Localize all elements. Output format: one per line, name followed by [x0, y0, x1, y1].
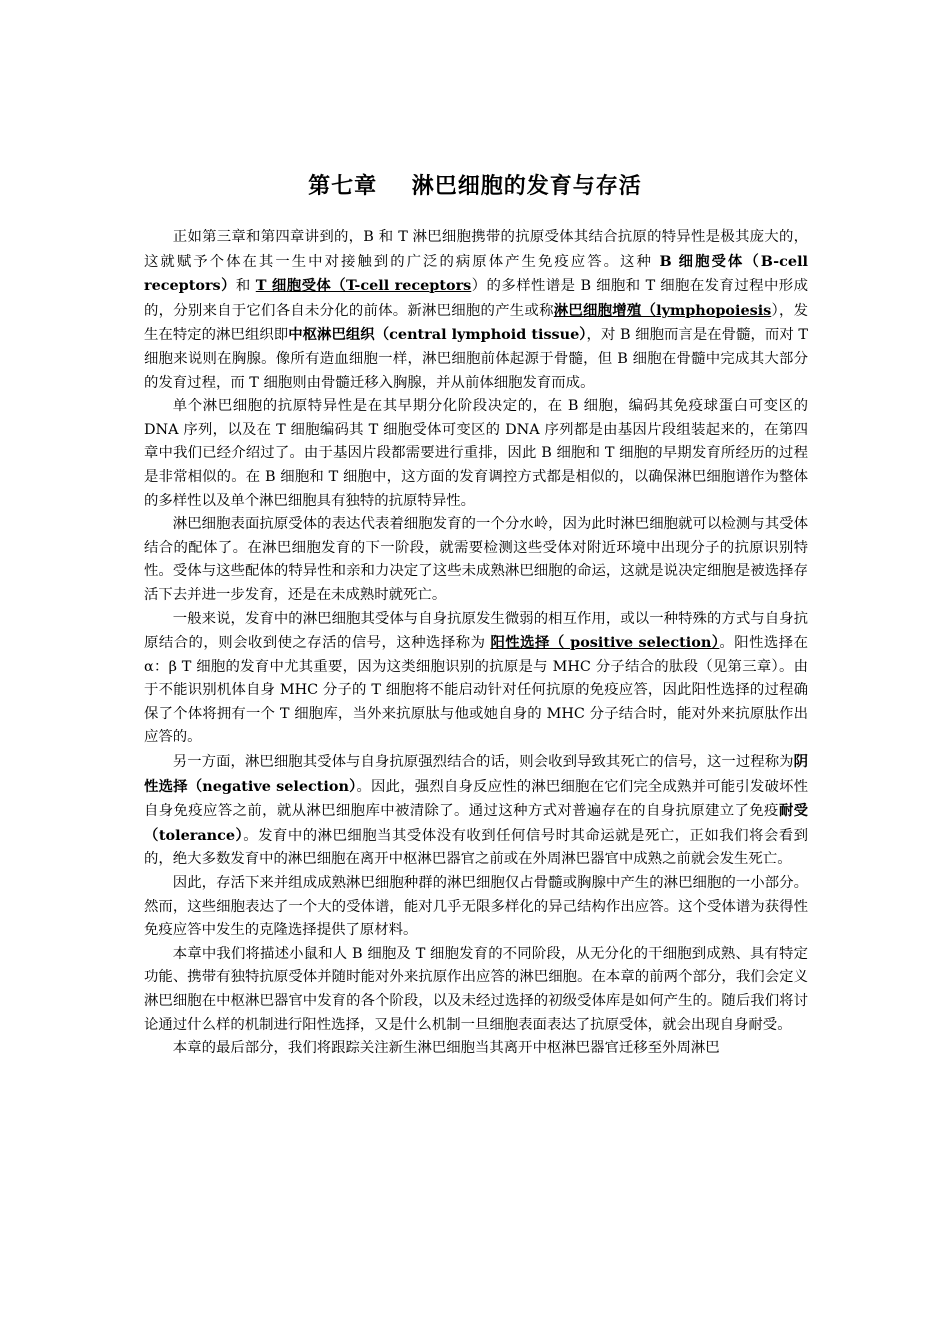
body-paragraph	[144, 872, 808, 943]
paragraph-text: 本章的最后部分，我们将跟踪关注新生淋巴细胞当其离开中枢淋巴器官迁移至外周淋巴	[172, 1040, 720, 1057]
term-highlight: 阴性选择（negative selection）	[144, 753, 808, 795]
term-highlight: T 细胞受体（T-cell receptors	[255, 277, 472, 295]
paragraph-text: 淋巴细胞表面抗原受体的表达代表着细胞发育的一个分水岭，因为此时淋巴细胞就可以检测与其受体结合的配体了。在淋巴细胞发育的下一阶段，就需要检测这些受体对附近环境中出现分子的抗原识别特性。受体与这些配体的特异性和亲和力决定了这些未成熟淋巴细胞的命运，这就是说决定细胞是被选择存活下去并进一步发育，还是在未成熟时就死亡。	[144, 516, 808, 603]
term-highlight: 中枢淋巴组织（central lymphoid tissue）	[288, 326, 587, 344]
chapter-title: 第七章 淋巴细胞的发育与存活	[308, 173, 642, 199]
term-highlight: B 细胞受体（B-cell receptors）	[144, 252, 808, 295]
paragraph-text: 另一方面，淋巴细胞其受体与自身抗原强烈结合的话，则会收到导致其死亡的信号，这一过程称为	[172, 754, 794, 771]
document-body	[144, 226, 808, 1061]
term-highlight: 淋巴细胞增殖（lymphopoiesis	[553, 301, 772, 319]
paragraph-text: ）的多样性谱是 B 细胞和 T 细胞在发育过程中形成的，分别来自于它们各自未分化的前体。新淋巴细胞的产生或称	[144, 278, 809, 319]
body-paragraph	[144, 750, 808, 872]
paragraph-text: 。发育中的淋巴细胞当其受体没有收到任何信号时其命运就是死亡，正如我们将会看到的，绝大多数发育中的淋巴细胞在离开中枢淋巴器官之前或在外周淋巴器官中成熟之前就会发生死亡。	[144, 827, 808, 868]
body-paragraph	[144, 608, 808, 751]
body-paragraph	[144, 513, 808, 607]
paragraph-text: ，对 B 细胞而言是在骨髓，而对 T 细胞来说则在胸腺。像所有造血细胞一样，淋巴细胞前体起源于骨髓，但 B 细胞在骨髓中完成其大部分的发育过程，而 T 细胞则由骨髓迁移入胸腺，并从前体细胞发育而成。	[144, 327, 808, 391]
paragraph-text: 。因此，强烈自身反应性的淋巴细胞在它们完全成熟并可能引发破坏性自身免疫应答之前，就从淋巴细胞库中被清除了。通过这种方式对普遍存在的自身抗原建立了免疫	[144, 778, 808, 820]
body-paragraph	[144, 226, 808, 395]
paragraph-text: 一般来说，发育中的淋巴细胞其受体与自身抗原发生微弱的相互作用，或以一种特殊的方式与自身抗原结合的，则会收到使之存活的信号，这种选择称为	[144, 610, 808, 652]
body-paragraph	[144, 395, 808, 513]
term-highlight: 耐受（tolerance）	[144, 802, 808, 844]
paragraph-text: 因此，存活下来并组成成熟淋巴细胞种群的淋巴细胞仅占骨髓或胸腺中产生的淋巴细胞的一小部分。然而，这些细胞表达了一个大的受体谱，能对几乎无限多样化的异己结构作出应答。这个受体谱为获得性免疫应答中发生的克隆选择提供了原材料。	[144, 875, 808, 939]
paragraph-text: 本章中我们将描述小鼠和人 B 细胞及 T 细胞发育的不同阶段，从无分化的干细胞到成熟、具有特定功能、携带有独特抗原受体并随时能对外来抗原作出应答的淋巴细胞。在本章的前两个部分，我们会定义淋巴细胞在中枢淋巴器官中发育的各个阶段，以及未经过选择的初级受体库是如何产生的。随后我们将讨论通过什么样的机制进行阳性选择，又是什么机制一旦细胞表面表达了抗原受体，就会出现自身耐受。	[144, 945, 808, 1033]
body-paragraph	[144, 1037, 808, 1061]
paragraph-text: 正如第三章和第四章讲到的，B 和 T 淋巴细胞携带的抗原受体其结合抗原的特异性是极其庞大的，这就赋予个体在其一生中对接触到的广泛的病原体产生免疫应答。这种	[144, 229, 808, 270]
paragraph-text: 单个淋巴细胞的抗原特异性是在其早期分化阶段决定的，在 B 细胞，编码其免疫球蛋白可变区的 DNA 序列，以及在 T 细胞编码其 T 细胞受体可变区的 DNA 序列都是由基因片段组装起来的，在第四章中我们已经介绍过了。由于基因片段都需要进行重排，因此 B 细胞和 T 细胞的早期发育所经历的过程是非常相似的。在 B 细胞和 T 细胞中，这方面的发育调控方式都是相似的，以确保淋巴细胞谱作为整体的多样性以及单个淋巴细胞具有独特的抗原特异性。	[144, 398, 808, 509]
paragraph-text: ），发生在特定的淋巴组织即	[144, 302, 808, 344]
body-paragraph	[144, 943, 808, 1037]
term-highlight: 阳性选择（ positive selection）	[490, 634, 720, 652]
paragraph-text: 。阳性选择在 α：β T 细胞的发育中尤其重要，因为这类细胞识别的抗原是与 MHC 分子结合的肽段（见第三章）。由于不能识别机体自身 MHC 分子的 T 细胞将不能启动针对任何抗原的免疫应答，因此阳性选择的过程确保了个体将拥有一个 T 细胞库，当外来抗原肽与他或她自身的 MHC 分子结合时，能对外来抗原肽作出应答的。	[144, 635, 809, 746]
paragraph-text: 和	[235, 278, 256, 295]
